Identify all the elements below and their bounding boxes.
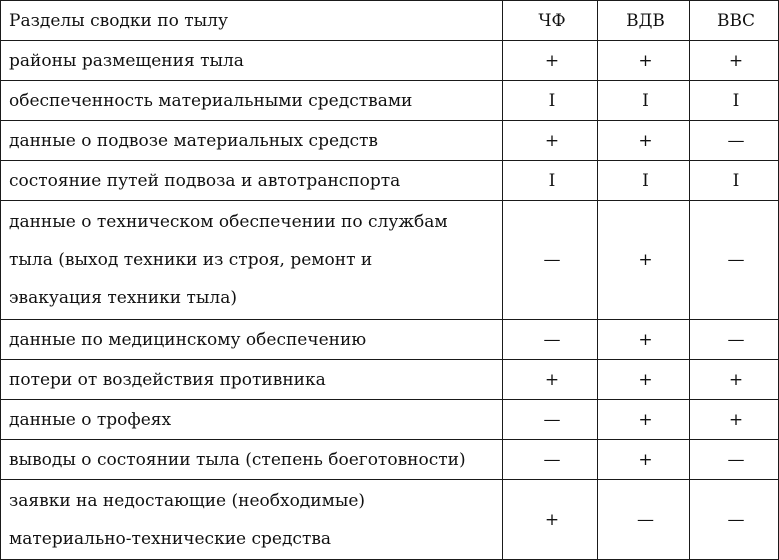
header-row <box>1 1 779 41</box>
row-label <box>1 201 503 320</box>
mark-cell: + <box>690 400 779 440</box>
mark-cell: + <box>598 440 690 480</box>
row-label-text: данные о техническом обеспечении по службам тыла (выход техники из строя, ремонт и эвакуация техники тыла) <box>9 212 448 308</box>
mark-cell: + <box>503 41 598 81</box>
row-label: данные по медицинскому обеспечению <box>1 320 503 360</box>
mark-cell: — <box>503 400 598 440</box>
mark-cell: + <box>598 41 690 81</box>
mark-cell: — <box>690 480 779 560</box>
table-row <box>1 121 779 161</box>
table-row <box>1 480 779 560</box>
table-row <box>1 81 779 121</box>
mark-cell: I <box>598 161 690 201</box>
mark-cell: — <box>690 440 779 480</box>
mark-cell: + <box>503 360 598 400</box>
table-row <box>1 201 779 320</box>
column-header-chf: ЧФ <box>503 1 598 41</box>
row-label: выводы о состоянии тыла (степень боеготовности) <box>1 440 503 480</box>
mark-cell: — <box>690 121 779 161</box>
column-header-vdv: ВДВ <box>598 1 690 41</box>
mark-cell: + <box>598 360 690 400</box>
table-row <box>1 360 779 400</box>
table-row <box>1 440 779 480</box>
row-label: районы размещения тыла <box>1 41 503 81</box>
mark-cell: I <box>503 81 598 121</box>
mark-cell: I <box>690 81 779 121</box>
table-row <box>1 161 779 201</box>
row-label: данные о трофеях <box>1 400 503 440</box>
mark-cell: + <box>598 320 690 360</box>
mark-cell: + <box>503 480 598 560</box>
table-row <box>1 320 779 360</box>
mark-cell: I <box>503 161 598 201</box>
mark-cell: — <box>598 480 690 560</box>
mark-cell: + <box>598 201 690 320</box>
mark-cell: — <box>503 201 598 320</box>
row-label-text: заявки на недостающие (необходимые) материально-технические средства <box>9 490 366 549</box>
mark-cell: + <box>598 400 690 440</box>
mark-cell: I <box>690 161 779 201</box>
mark-cell: — <box>503 440 598 480</box>
section-column-header: Разделы сводки по тылу <box>1 1 503 41</box>
column-header-vvs: ВВС <box>690 1 779 41</box>
row-label: потери от воздействия противника <box>1 360 503 400</box>
mark-cell: — <box>503 320 598 360</box>
row-label <box>1 480 503 560</box>
table-row <box>1 41 779 81</box>
table-row <box>1 400 779 440</box>
mark-cell: + <box>598 121 690 161</box>
mark-cell: + <box>690 360 779 400</box>
mark-cell: — <box>690 201 779 320</box>
mark-cell: + <box>503 121 598 161</box>
row-label: данные о подвозе материальных средств <box>1 121 503 161</box>
row-label: состояние путей подвоза и автотранспорта <box>1 161 503 201</box>
row-label: обеспеченность материальными средствами <box>1 81 503 121</box>
mark-cell: I <box>598 81 690 121</box>
mark-cell: — <box>690 320 779 360</box>
mark-cell: + <box>690 41 779 81</box>
